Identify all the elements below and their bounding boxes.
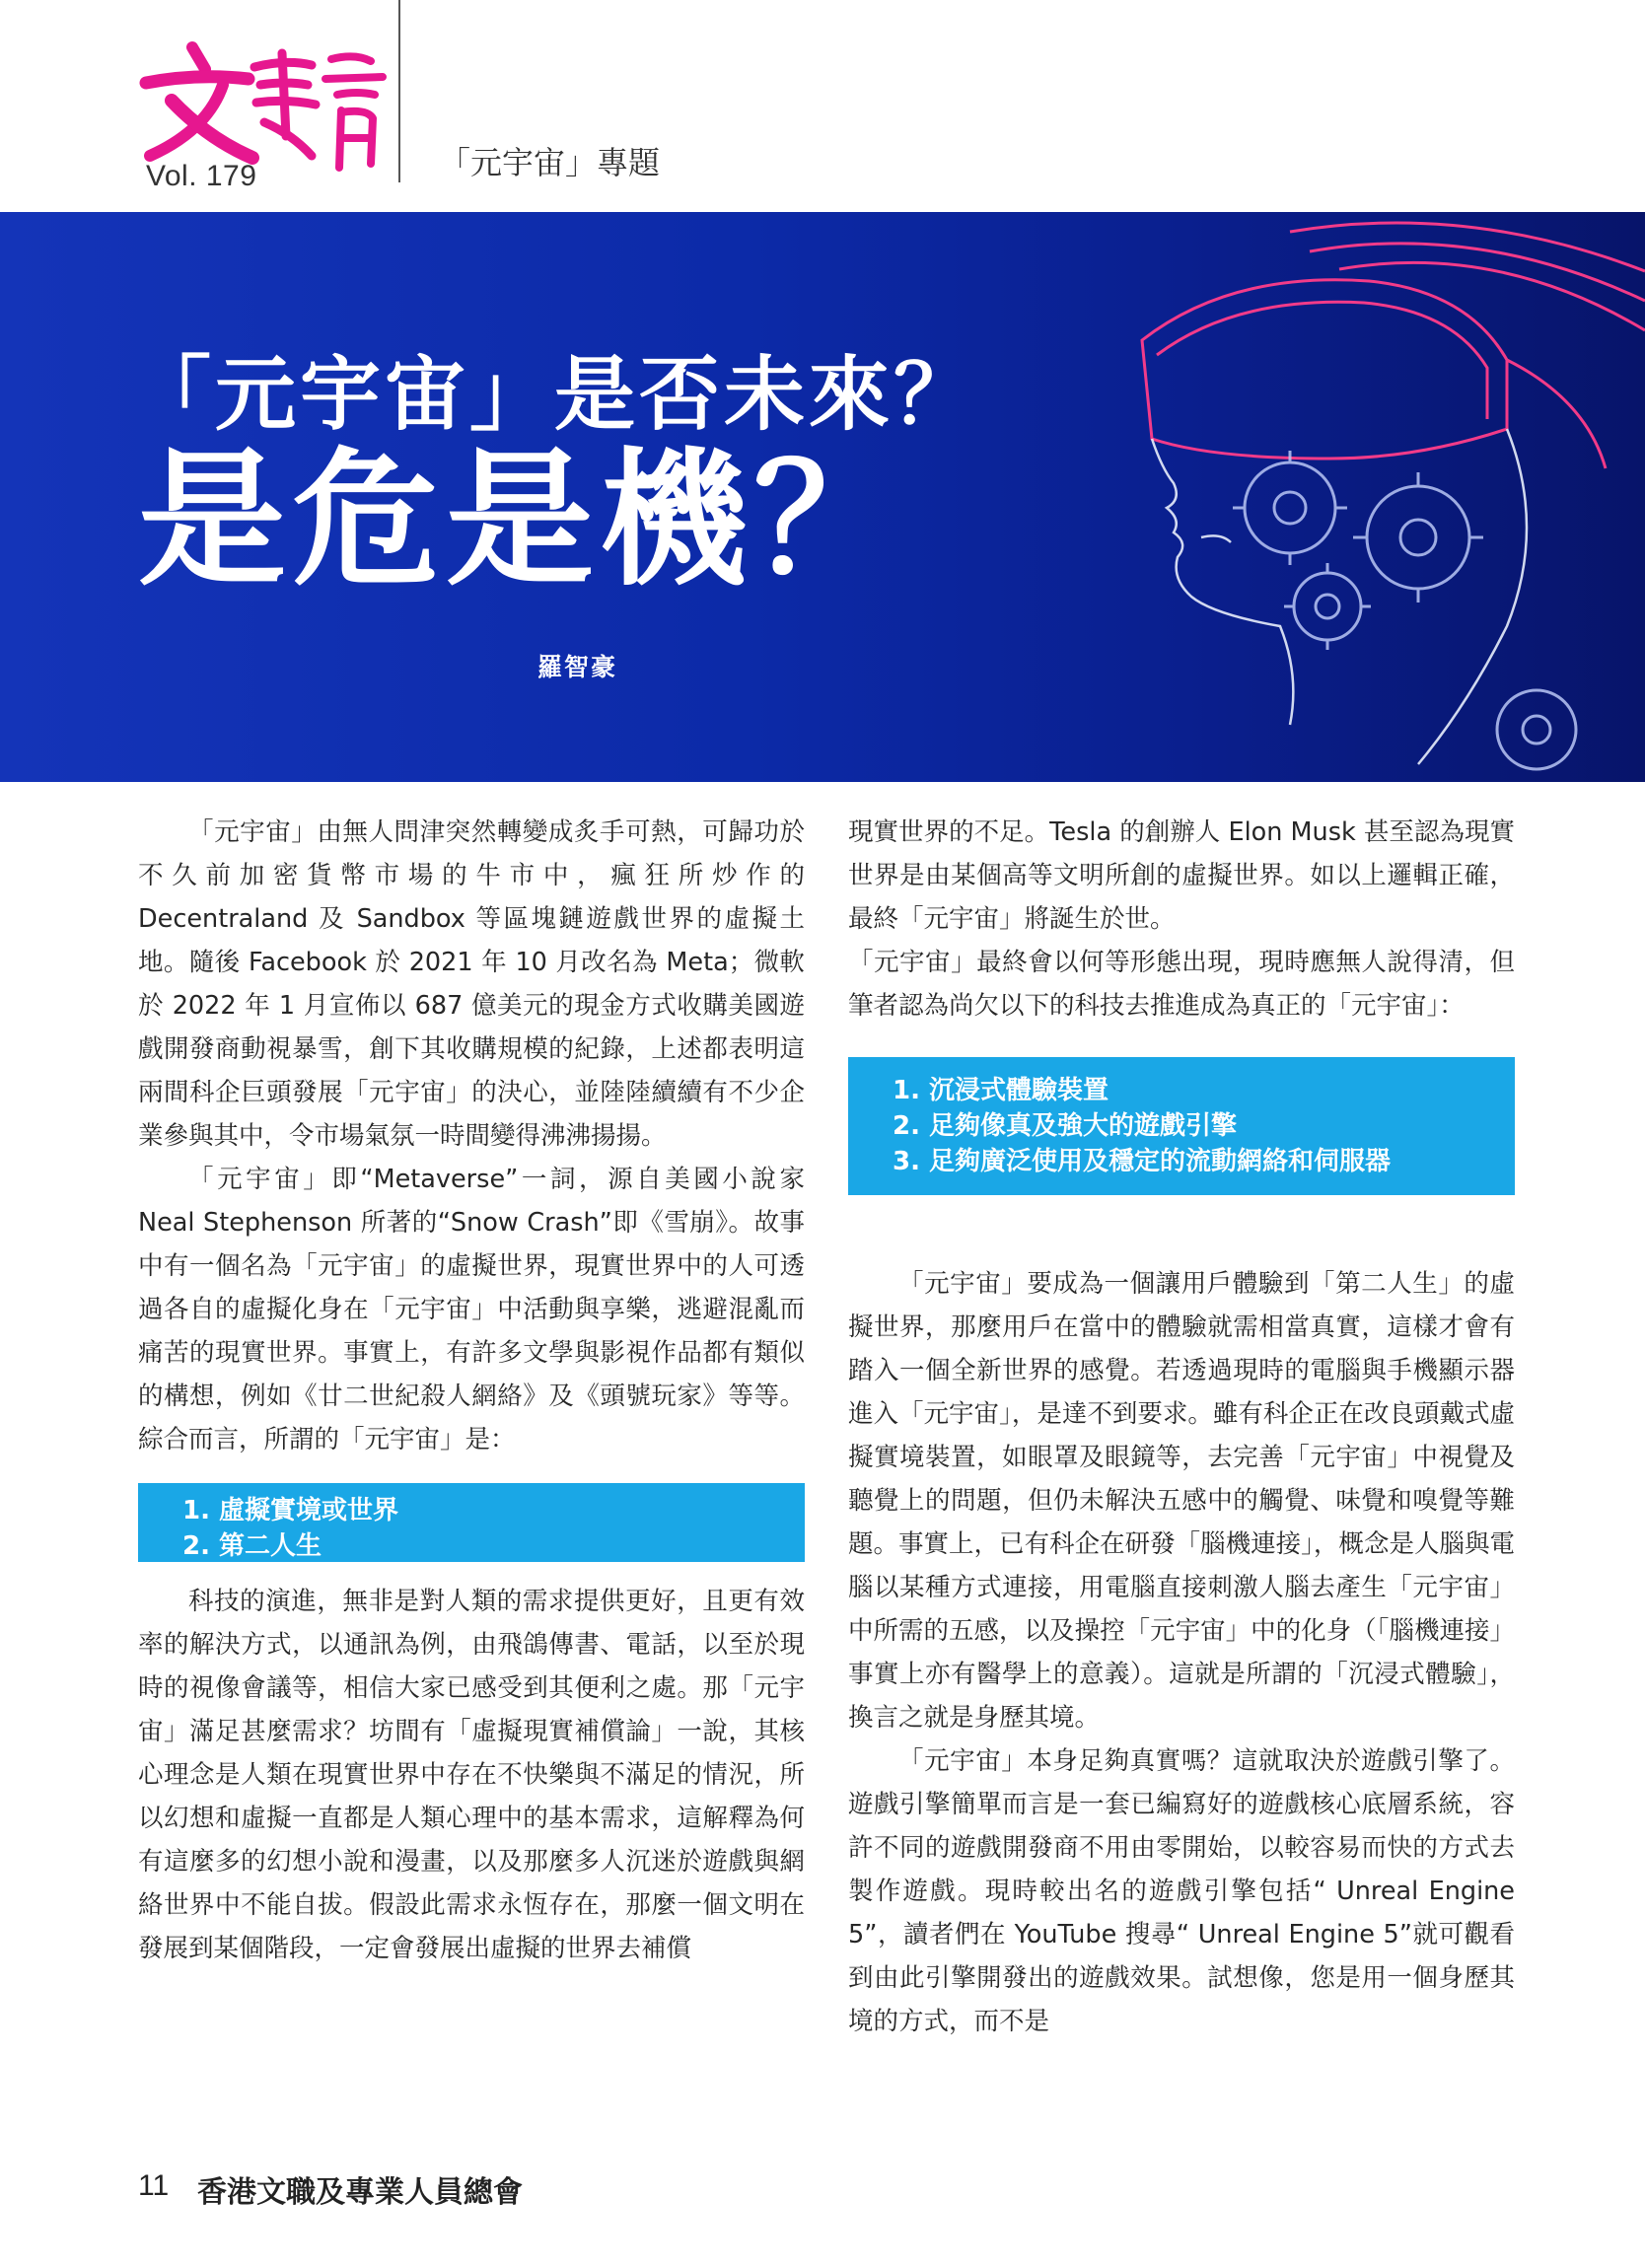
paragraph: 「元宇宙」本身足夠真實嗎？這就取決於遊戲引擎了。遊戲引擎簡單而言是一套已編寫好的遊戲核心底層系統，容許不同的遊戲開發商不用由零開始，以較容易而快的方式去製作遊戲。現時較出名的遊戲引擎包括“ Unreal Engine 5”，讀者們在 YouTube 搜尋“ Unreal Engine 5”就可觀看到由此引擎開發出的遊戲效果。試想像，您是用一個身歷其境的方式，而不是 (848, 1746, 1515, 2036)
paragraph: 「元宇宙」即“Metaverse”一詞，源自美國小說家 Neal Stephenson 所著的“Snow Crash”即《雪崩》。故事中有一個名為「元宇宙」的虛擬世界，現實世界中的人可透過各自的虛擬化身在「元宇宙」中活動與享樂，逃避混亂而痛苦的現實世界。事實上，有許多文學與影視作品都有類似的構想，例如《廿二世紀殺人網絡》及《頭號玩家》等等。綜合而言，所謂的「元宇宙」是： (138, 1165, 805, 1454)
right-column (848, 811, 1515, 2043)
definition-box (138, 1483, 805, 1562)
publisher-name: 香港文職及專業人員總會 (197, 2175, 523, 2210)
author-name: 羅智豪 (537, 653, 618, 681)
vr-head-illustration (955, 212, 1645, 782)
paragraph: 「元宇宙」由無人問津突然轉變成炙手可熱，可歸功於不久前加密貨幣市場的牛市中，瘋狂所炒作的 Decentraland 及 Sandbox 等區塊鏈遊戲世界的虛擬土地。隨後 Facebook 於 2021 年 10 月改名為 Meta；微軟於 2022 年 1 月宣佈以 687 億美元的現金方式收購美國遊戲開發商動視暴雪，創下其收購規模的紀錄，上述都表明這兩間科企巨頭發展「元宇宙」的決心，並陸陸續續有不少企業參與其中，令市場氣氛一時間變得沸沸揚揚。 (138, 817, 805, 1151)
left-column (138, 811, 805, 1970)
header-divider (398, 0, 400, 182)
masthead (0, 0, 1645, 212)
paragraph: 科技的演進，無非是對人類的需求提供更好，且更有效率的解決方式，以通訊為例，由飛鴿傳書、電話，以至於現時的視像會議等，相信大家已感受到其便利之處。那「元宇宙」滿足甚麼需求？坊間有「虛擬現實補償論」一說，其核心理念是人類在現實世界中存在不快樂與不滿足的情況，所以幻想和虛擬一直都是人類心理中的基本需求，這解釋為何有這麼多的幻想小說和漫畫，以及那麼多人沉迷於遊戲與網絡世界中不能自拔。假設此需求永恆存在，那麼一個文明在發展到某個階段，一定會發展出虛擬的世界去補償 (138, 1587, 805, 1963)
section-topic: 「元宇宙」專題 (439, 144, 661, 181)
list-item: 2. 第二人生 (182, 1531, 322, 1561)
article-subtitle: 是危是機？ (138, 435, 908, 606)
hero-banner (0, 212, 1645, 782)
paragraph: 「元宇宙」最終會以何等形態出現，現時應無人說得清，但筆者認為尚欠以下的科技去推進成為真正的「元宇宙」： (848, 948, 1515, 1021)
list-item: 3. 足夠廣泛使用及穩定的流動網絡和伺服器 (893, 1147, 1392, 1176)
requirements-box (848, 1057, 1515, 1195)
list-item: 1. 虛擬實境或世界 (182, 1496, 399, 1525)
list-item: 1. 沉浸式體驗裝置 (893, 1076, 1109, 1105)
paragraph: 「元宇宙」要成為一個讓用戶體驗到「第二人生」的虛擬世界，那麼用戶在當中的體驗就需相當真實，這樣才會有踏入一個全新世界的感覺。若透過現時的電腦與手機顯示器進入「元宇宙」，是達不到要求。雖有科企正在改良頭戴式虛擬實境裝置，如眼罩及眼鏡等，去完善「元宇宙」中視覺及聽覺上的問題，但仍未解決五感中的觸覺、味覺和嗅覺等難題。事實上，已有科企在研發「腦機連接」，概念是人腦與電腦以某種方式連接，用電腦直接刺激人腦去產生「元宇宙」中所需的五感，以及操控「元宇宙」中的化身（「腦機連接」事實上亦有醫學上的意義）。這就是所謂的「沉浸式體驗」，換言之就是身歷其境。 (848, 1269, 1515, 1733)
paragraph: 現實世界的不足。Tesla 的創辦人 Elon Musk 甚至認為現實世界是由某個高等文明所創的虛擬世界。如以上邏輯正確，最終「元宇宙」將誕生於世。 (848, 817, 1515, 934)
list-item: 2. 足夠像真及強大的遊戲引擎 (893, 1111, 1238, 1141)
page-number: 11 (138, 2169, 170, 2202)
volume-number: Vol. 179 (146, 160, 257, 192)
article-title: 「元宇宙」是否未來？ (130, 348, 979, 442)
